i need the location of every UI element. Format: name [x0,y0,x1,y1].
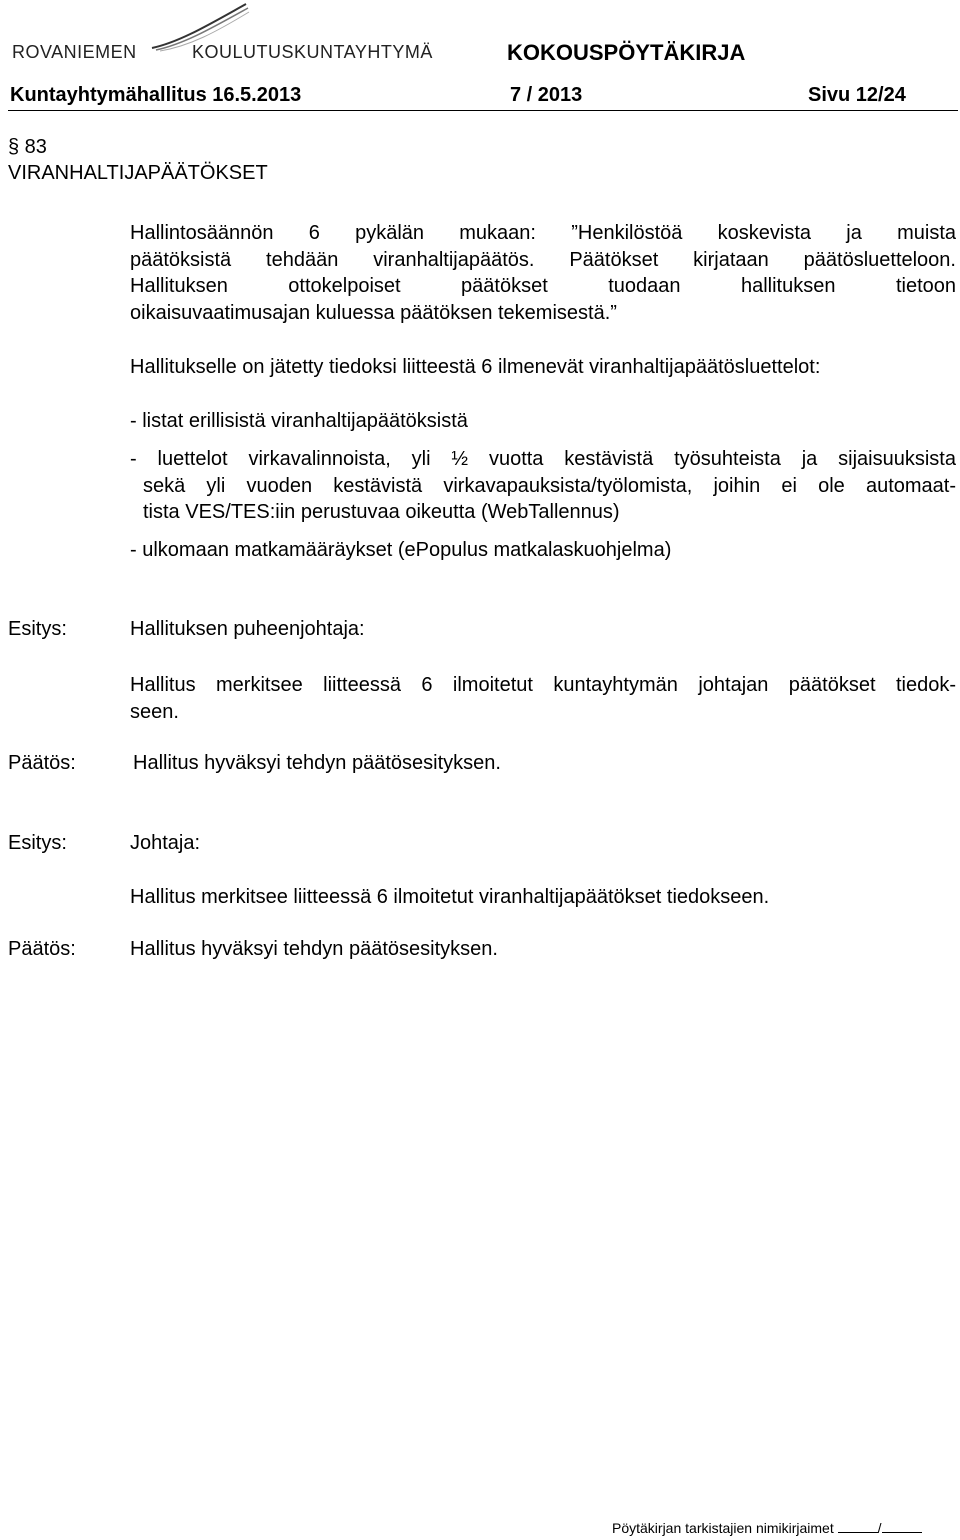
list-item-line: sekä yli vuoden kestävistä virkavapauksista/työlomista, joihin ei ole automaat- [143,474,956,497]
proposal-label: Esitys: [8,618,67,640]
section-number: § 83 [8,136,47,158]
paragraph-line: päätöksistä tehdään viranhaltijapäätös. Päätökset kirjataan päätösluetteloon. [130,248,956,271]
paragraph-line: oikaisuvaatimusajan kuluessa päätöksen tekemisestä.” [130,301,617,324]
paragraph-line: Hallintosäännön 6 pykälän mukaan: ”Henkilöstöä koskevista ja muista [130,222,956,244]
board-and-date: Kuntayhtymähallitus 16.5.2013 [10,84,302,106]
proposal-text: Hallitus merkitsee liitteessä 6 ilmoitetut viranhaltijapäätökset tiedokseen. [130,886,770,908]
meeting-number: 7 / 2013 [510,84,583,106]
paragraph-lists-intro: Hallitukselle on jätetty tiedoksi liitteestä 6 ilmenevät viranhaltijapäätösluettelot: [130,356,821,378]
proposer: Johtaja: [130,832,201,854]
proposer: Hallituksen puheenjohtaja: [130,618,365,640]
paragraph-line: Hallituksen ottokelpoiset päätökset tuodaan hallituksen tietoon [130,275,956,297]
proposal-text [130,672,956,725]
paragraph-rules [130,220,956,326]
list-item: - ulkomaan matkamääräykset (ePopulus matkalaskuohjelma) [130,539,672,561]
logo-text-rovaniemen: ROVANIEMEN [12,42,137,62]
footer-separator: / [877,1520,882,1536]
decision-text: Hallitus hyväksyi tehdyn päätösesityksen. [130,938,498,960]
decision-label: Päätös: [8,752,76,774]
page-number: Sivu 12/24 [808,84,906,106]
footer-text: Pöytäkirjan tarkistajien nimikirjaimet [612,1520,834,1536]
proposal-text-line: seen. [130,700,179,723]
list-item-line: tista VES/TES:iin perustuvaa oikeutta (WebTallennus) [143,501,620,523]
header-divider [8,110,958,111]
list-item [130,446,956,526]
logo-text-koulutuskuntayhtyma: KOULUTUSKUNTAYHTYMÄ [192,42,433,62]
initials-blank [882,1520,922,1533]
list-item-line: - luettelot virkavalinnoista, yli ½ vuotta kestävistä työsuhteista ja sijaisuuksista [130,448,956,470]
section-title: VIRANHALTIJAPÄÄTÖKSET [8,162,268,184]
initials-blank [838,1520,878,1533]
document-type: KOKOUSPÖYTÄKIRJA [507,40,746,65]
decision-label: Päätös: [8,938,76,960]
proposal-text-line: Hallitus merkitsee liitteessä 6 ilmoitetut kuntayhtymän johtajan päätökset tiedok- [130,674,956,696]
footer-initials [612,1520,922,1536]
list-item: - listat erillisistä viranhaltijapäätöksistä [130,410,468,432]
decision-text: Hallitus hyväksyi tehdyn päätösesityksen. [133,752,501,774]
proposal-label: Esitys: [8,832,67,854]
